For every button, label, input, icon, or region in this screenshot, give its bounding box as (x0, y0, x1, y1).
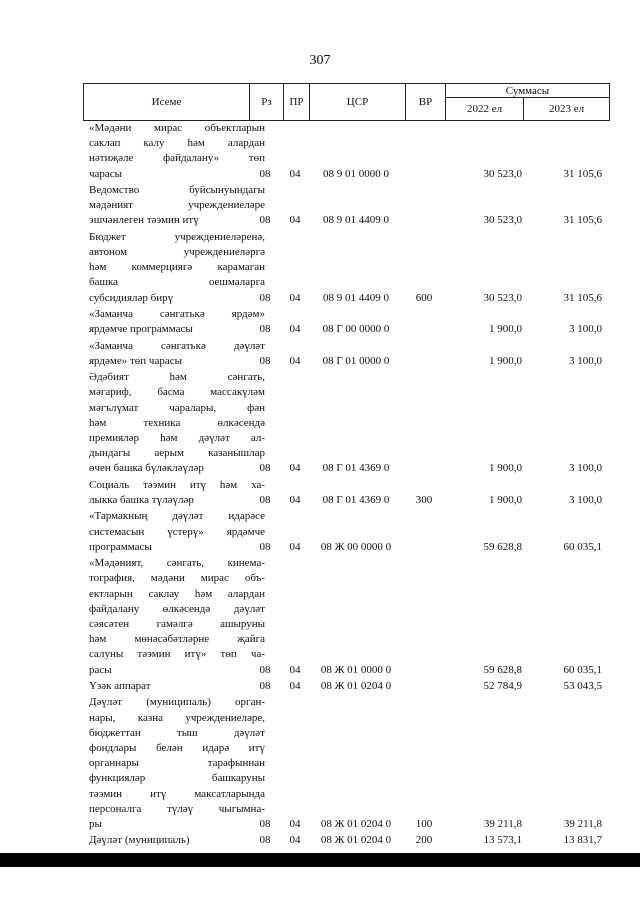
row-name (89, 230, 265, 306)
row-name-line: нары, казна учреждениеләре, (89, 711, 265, 724)
row-name-line: башка оешмаларга (89, 276, 265, 289)
row-name-line: функцияләр башкаруны (89, 772, 265, 785)
row-name-line: системасын үстерү» ярдәмче (89, 525, 265, 538)
row-name (89, 183, 265, 229)
cell-vr: 600 (415, 291, 433, 304)
cell-y2022: 52 784,9 (483, 679, 522, 692)
header-name: Исеме (151, 96, 182, 108)
cell-y2023: 3 100,0 (569, 493, 602, 506)
table-row (83, 230, 608, 306)
cell-rz: 08 (259, 663, 271, 676)
cell-csr: 08 9 01 0000 0 (323, 167, 389, 180)
cell-vr: 100 (415, 817, 433, 830)
cell-y2022: 1 900,0 (489, 462, 522, 475)
row-name-line: Дәүләт (муниципаль) (89, 834, 190, 847)
row-name-line: салуны тәэмин итү» төп ча- (89, 648, 265, 661)
cell-y2022: 1 900,0 (489, 354, 522, 367)
table-header (83, 83, 610, 121)
cell-rz: 08 (259, 834, 271, 847)
page-number: 307 (309, 53, 331, 68)
row-name (89, 307, 265, 337)
scan-edge-bar (0, 853, 640, 867)
header-year-2022: 2022 ел (445, 98, 523, 120)
row-name-line: бюджеттан тыш дәүләт (89, 726, 265, 739)
cell-y2023: 60 035,1 (563, 540, 602, 553)
table-row (83, 679, 608, 694)
row-name (89, 833, 265, 848)
row-name (89, 509, 265, 555)
cell-y2022: 30 523,0 (483, 167, 522, 180)
row-name-line: чарасы (89, 167, 123, 180)
cell-csr: 08 Ж 01 0204 0 (320, 679, 392, 692)
row-name-line: субсидияләр бирү (89, 291, 174, 304)
cell-pr: 04 (289, 663, 301, 676)
cell-y2022: 1 900,0 (489, 493, 522, 506)
cell-csr: 08 Г 01 4369 0 (322, 493, 390, 506)
cell-y2023: 31 105,6 (563, 214, 602, 227)
cell-vr: 300 (415, 493, 433, 506)
row-name-line: тография, мәдәни мирас объ- (89, 572, 265, 585)
row-name-line: Ведомство буйсынуындагы (89, 184, 265, 196)
row-name-line: ры (89, 817, 102, 830)
table-row (83, 556, 608, 678)
header-csr: ЦСР (309, 84, 405, 120)
cell-rz: 08 (259, 679, 271, 692)
row-name (89, 370, 265, 476)
cell-y2023: 31 105,6 (563, 167, 602, 180)
cell-pr: 04 (289, 167, 301, 180)
row-name-line: фондлары белән идарә итү (89, 741, 265, 754)
row-name-line: персоналга түләү чыгымна- (89, 802, 265, 815)
cell-rz: 08 (259, 291, 271, 304)
row-name-line: премияләр һәм дәүләт ал- (89, 431, 265, 444)
row-name-line: нәтиҗәле файдалану» төп (89, 152, 265, 165)
row-name-line: органнары тарафыннан (89, 757, 265, 770)
row-name-line: мәгариф, басма массакүләм (89, 386, 265, 399)
cell-rz: 08 (259, 354, 271, 367)
row-name-line: лыкка башка түләүләр (89, 493, 194, 506)
cell-vr: 200 (415, 834, 433, 847)
row-name-line: өчен башка бүләкләүләр (89, 462, 204, 475)
row-name-line: ярдәмче программасы (89, 323, 193, 336)
cell-rz: 08 (259, 817, 271, 830)
cell-rz: 08 (259, 167, 271, 180)
row-name (89, 556, 265, 678)
table-row (83, 478, 608, 508)
table-row (83, 833, 608, 848)
cell-pr: 04 (289, 291, 301, 304)
header-pr: ПР (283, 84, 309, 120)
row-name-line: Әдәбият һәм сәнгать, (89, 371, 265, 384)
row-name-line: Социаль тәэмин итү һәм ха- (89, 478, 265, 491)
cell-csr: 08 9 01 4409 0 (323, 291, 389, 304)
table-row (83, 339, 608, 369)
row-name (89, 679, 265, 694)
table-row (83, 121, 608, 182)
cell-csr: 08 Ж 01 0204 0 (320, 834, 392, 847)
row-name-line: автоном учреждениеләргә (89, 245, 265, 258)
cell-y2023: 3 100,0 (569, 462, 602, 475)
cell-y2022: 59 628,8 (483, 663, 522, 676)
row-name (89, 478, 265, 508)
row-name-line: «Мәдәни мирас объектларын (89, 122, 265, 134)
row-name-line: һәм коммерциягә карамаган (89, 261, 265, 274)
cell-y2023: 31 105,6 (563, 291, 602, 304)
row-name-line: мәдәният учреждениеләре (89, 199, 265, 212)
row-name-line: ектларын саклау һәм алардан (89, 587, 265, 600)
cell-pr: 04 (289, 323, 301, 336)
row-name-line: Дәүләт (муниципаль) орган- (89, 696, 265, 709)
cell-y2023: 3 100,0 (569, 323, 602, 336)
header-year-2023: 2023 ел (523, 98, 609, 120)
cell-y2023: 53 043,5 (563, 679, 602, 692)
cell-pr: 04 (289, 354, 301, 367)
row-name-line: һәм мөнәсәбәтләрне җайга (89, 633, 265, 646)
row-name-line: «Тармакның дәүләт идарәсе (89, 510, 265, 523)
cell-pr: 04 (289, 817, 301, 830)
row-name-line: һәм техника өлкәсендә (89, 416, 265, 429)
cell-rz: 08 (259, 323, 271, 336)
cell-rz: 08 (259, 540, 271, 553)
row-name-line: Бюджет учреждениеләренә, (89, 230, 265, 243)
row-name-line: файдалану өлкәсендә дәүләт (89, 602, 265, 615)
cell-csr: 08 Г 00 0000 0 (322, 323, 390, 336)
cell-rz: 08 (259, 214, 271, 227)
row-name-line: «Заманча сәнгатькә ярдәм» (89, 308, 265, 320)
cell-csr: 08 Г 01 0000 0 (322, 354, 390, 367)
cell-pr: 04 (289, 214, 301, 227)
cell-rz: 08 (259, 493, 271, 506)
cell-y2023: 60 035,1 (563, 663, 602, 676)
row-name-line: расы (89, 663, 112, 676)
cell-pr: 04 (289, 679, 301, 692)
table-row (83, 183, 608, 229)
table-row (83, 370, 608, 476)
header-sums: Суммасы (445, 84, 609, 98)
row-name-line: мәгълүмат чаралары, фән (89, 401, 265, 414)
row-name-line: «Заманча сәнгатькә дәүләт (89, 339, 265, 352)
cell-y2023: 3 100,0 (569, 354, 602, 367)
cell-pr: 04 (289, 493, 301, 506)
row-name-line: сәясәтен гамәлгә ашыруны (89, 617, 265, 630)
cell-y2022: 59 628,8 (483, 540, 522, 553)
cell-y2022: 13 573,1 (483, 834, 522, 847)
row-name (89, 339, 265, 369)
header-vr: ВР (405, 84, 445, 120)
row-name-line: эшчәнлеген тәэмин итү (89, 214, 199, 227)
table-row (83, 307, 608, 337)
row-name-line: тәэмин итү максатларында (89, 787, 265, 800)
cell-y2022: 39 211,8 (483, 817, 522, 830)
row-name-line: ярдәме» төп чарасы (89, 354, 183, 367)
cell-pr: 04 (289, 462, 301, 475)
cell-rz: 08 (259, 462, 271, 475)
row-name-line: Үзәк аппарат (89, 680, 151, 692)
cell-csr: 08 Ж 00 0000 0 (320, 540, 392, 553)
cell-csr: 08 Ж 01 0204 0 (320, 817, 392, 830)
table-row (83, 695, 608, 832)
cell-y2022: 30 523,0 (483, 214, 522, 227)
cell-y2023: 39 211,8 (563, 817, 602, 830)
row-name (89, 121, 265, 182)
row-name-line: саклап калу һәм алардан (89, 137, 265, 150)
cell-csr: 08 9 01 4409 0 (323, 214, 389, 227)
row-name-line: дындагы аерым казанышлар (89, 447, 265, 460)
cell-y2023: 13 831,7 (563, 834, 602, 847)
row-name-line: программасы (89, 540, 152, 553)
table-row (83, 509, 608, 555)
header-rz: Рз (249, 84, 283, 120)
cell-pr: 04 (289, 540, 301, 553)
row-name (89, 695, 265, 832)
cell-pr: 04 (289, 834, 301, 847)
cell-csr: 08 Г 01 4369 0 (322, 462, 390, 475)
cell-y2022: 30 523,0 (483, 291, 522, 304)
row-name-line: «Мәдәният, сәнгать, кинема- (89, 557, 265, 570)
cell-y2022: 1 900,0 (489, 323, 522, 336)
cell-csr: 08 Ж 01 0000 0 (320, 663, 392, 676)
